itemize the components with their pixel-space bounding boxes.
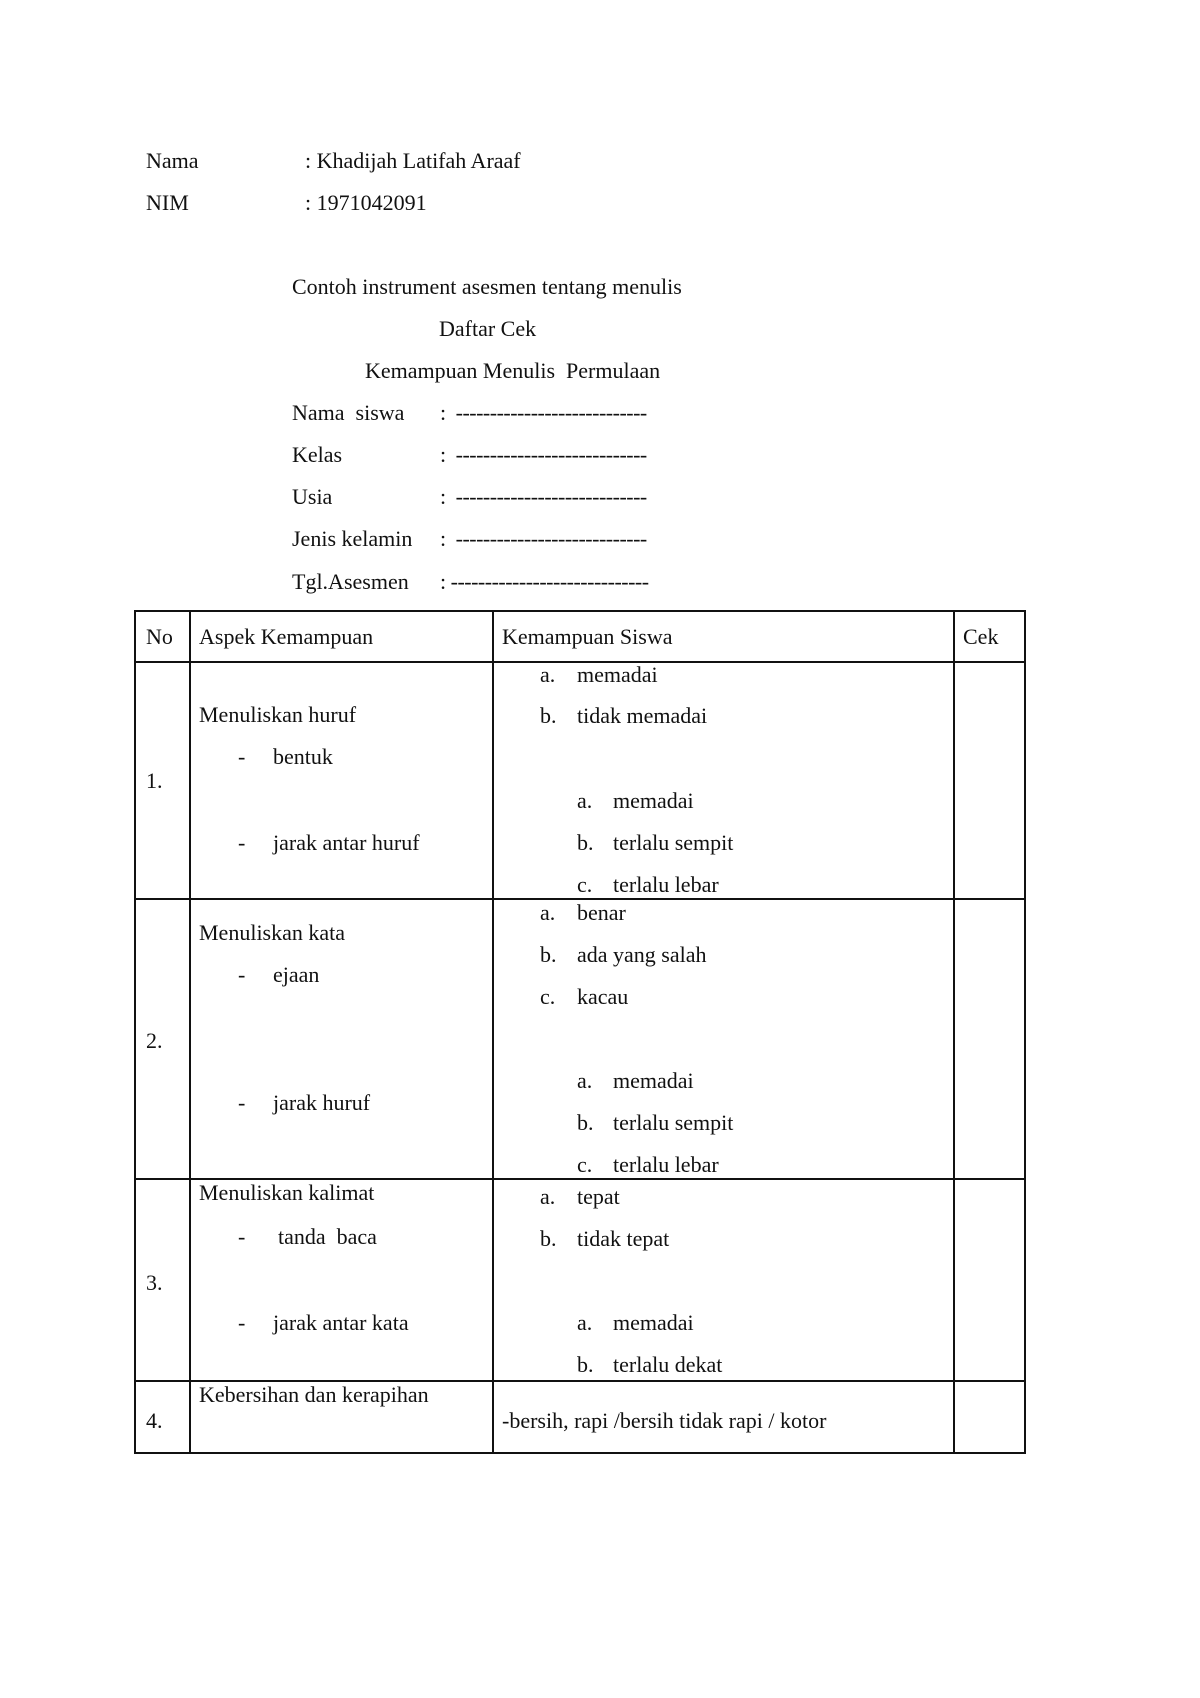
option-marker: c. <box>577 1152 593 1177</box>
row-1-sub-1-dash: - <box>238 744 246 769</box>
option-text: memadai <box>577 662 658 687</box>
option-marker: b. <box>540 703 557 728</box>
option-marker: a. <box>540 1184 556 1209</box>
option-text: terlalu dekat <box>613 1352 723 1377</box>
field-blank-class: : ---------------------------- <box>440 442 647 467</box>
row-3-sub-2-dash: - <box>238 1310 246 1335</box>
heading-line-3: Kemampuan Menulis Permulaan <box>365 358 661 383</box>
option-marker: b. <box>540 942 557 967</box>
option-text: memadai <box>613 788 694 813</box>
row-1-sub-1: bentuk <box>273 744 333 769</box>
option-text: memadai <box>613 1310 694 1335</box>
row-2-no: 2. <box>146 1028 163 1053</box>
row-3-no: 3. <box>146 1270 163 1295</box>
option-text: kacau <box>577 984 629 1009</box>
option-text: tidak memadai <box>577 703 708 728</box>
field-label-assessment-date: Tgl.Asesmen <box>292 569 409 594</box>
row-2-sub-2-dash: - <box>238 1090 246 1115</box>
option-marker: a. <box>577 1068 593 1093</box>
header-ability: Kemampuan Siswa <box>502 624 673 649</box>
table-divider <box>953 612 955 1452</box>
row-3-sub-2: jarak antar kata <box>273 1310 409 1335</box>
option-marker: a. <box>540 900 556 925</box>
row-4-ability-text: -bersih, rapi /bersih tidak rapi / kotor <box>502 1408 827 1433</box>
option-marker: a. <box>540 662 556 687</box>
option-text: memadai <box>613 1068 694 1093</box>
option-marker: b. <box>577 1352 594 1377</box>
row-1-sub-2: jarak antar huruf <box>273 830 420 855</box>
row-2-sub-2: jarak huruf <box>273 1090 371 1115</box>
field-label-student-name: Nama siswa <box>292 400 405 425</box>
option-marker: a. <box>577 1310 593 1335</box>
row-1-no: 1. <box>146 768 163 793</box>
option-marker: c. <box>540 984 556 1009</box>
table-divider <box>189 612 191 1452</box>
option-text: ada yang salah <box>577 942 707 967</box>
field-blank-gender: : ---------------------------- <box>440 526 647 551</box>
row-3-sub-1-dash: - <box>238 1224 246 1249</box>
row-3-aspect-title: Menuliskan kalimat <box>199 1180 375 1205</box>
option-text: terlalu lebar <box>613 872 719 897</box>
option-marker: b. <box>577 830 594 855</box>
field-blank-student-name: : ---------------------------- <box>440 400 647 425</box>
option-marker: b. <box>540 1226 557 1251</box>
field-label-age: Usia <box>292 484 333 509</box>
heading-line-2: Daftar Cek <box>439 316 537 341</box>
field-label-class: Kelas <box>292 442 343 467</box>
name-label: Nama <box>146 148 199 173</box>
nim-value: : 1971042091 <box>305 190 427 215</box>
row-2-sub-1-dash: - <box>238 962 246 987</box>
header-aspect: Aspek Kemampuan <box>199 624 374 649</box>
option-text: tepat <box>577 1184 620 1209</box>
option-text: terlalu lebar <box>613 1152 719 1177</box>
heading-line-1: Contoh instrument asesmen tentang menulis <box>292 274 682 299</box>
row-3-sub-1: tanda baca <box>278 1224 377 1249</box>
row-4-no: 4. <box>146 1408 163 1433</box>
row-4-aspect-title: Kebersihan dan kerapihan <box>199 1382 429 1407</box>
field-blank-age: : ---------------------------- <box>440 484 647 509</box>
row-2-aspect-title: Menuliskan kata <box>199 920 346 945</box>
table-divider <box>492 612 494 1452</box>
name-value: : Khadijah Latifah Araaf <box>305 148 521 173</box>
field-blank-assessment-date: : ----------------------------- <box>440 569 649 594</box>
row-2-sub-1: ejaan <box>273 962 320 987</box>
field-label-gender: Jenis kelamin <box>292 526 413 551</box>
option-marker: a. <box>577 788 593 813</box>
option-text: benar <box>577 900 626 925</box>
header-no: No <box>146 624 173 649</box>
option-text: terlalu sempit <box>613 1110 734 1135</box>
header-check: Cek <box>963 624 999 649</box>
option-marker: c. <box>577 872 593 897</box>
option-text: tidak tepat <box>577 1226 670 1251</box>
row-1-aspect-title: Menuliskan huruf <box>199 702 357 727</box>
row-1-sub-2-dash: - <box>238 830 246 855</box>
option-marker: b. <box>577 1110 594 1135</box>
option-text: terlalu sempit <box>613 830 734 855</box>
nim-label: NIM <box>146 190 189 215</box>
